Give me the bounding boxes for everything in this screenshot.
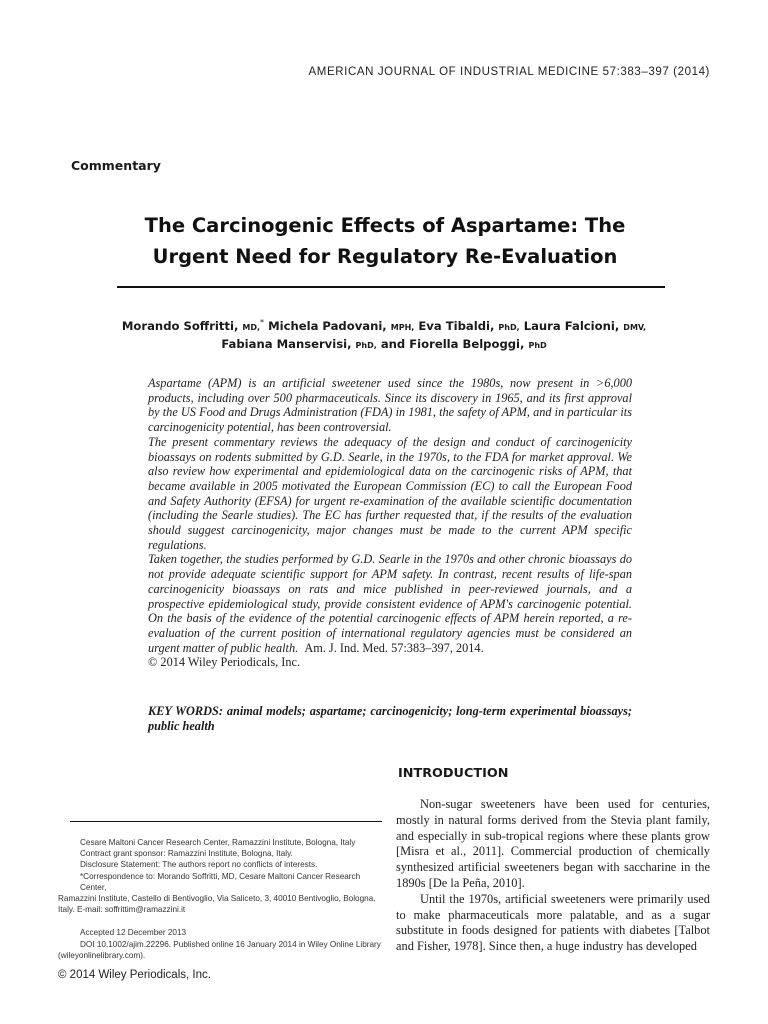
journal-header: AMERICAN JOURNAL OF INDUSTRIAL MEDICINE 57:383–397 (2014) bbox=[308, 66, 710, 78]
footnote-grant: Contract grant sponsor: Ramazzini Institute, Bologna, Italy. bbox=[80, 849, 293, 859]
author-name: Michela Padovani, bbox=[268, 318, 387, 333]
title-line-2: Urgent Need for Regulatory Re-Evaluation bbox=[152, 245, 618, 268]
footnote-doi: DOI 10.1002/ajim.22296. Published online 16 January 2014 in Wiley Online Library bbox=[80, 939, 381, 949]
introduction-heading: INTRODUCTION bbox=[398, 766, 509, 781]
footnote-correspondence: *Correspondence to: Morando Soffritti, MD, Cesare Maltoni Cancer Research Center, bbox=[80, 871, 361, 892]
article-title bbox=[60, 210, 710, 272]
introduction-paragraph: Until the 1970s, artificial sweeteners were primarily used to make pharmaceuticals more palatable, and as a sugar substitute in foods designed for patients with diabetes [Talbot and Fisher, 1978]. Since then, a huge industry has developed bbox=[396, 891, 710, 954]
abstract-citation: Am. J. Ind. Med. 57:383–397, 2014. bbox=[304, 640, 484, 655]
author-line-2 bbox=[70, 336, 698, 354]
abstract-paragraph-text: Taken together, the studies performed by G.D. Searle in the 1970s and other chronic bioassays do not provide adequate scientific support for APM safety. In contrast, recent results of life-span carcinogenicity bioassays on rats and mice published in peer-reviewed journals, and a prospective epidemiological study, provide consistent evidence of APM's carcinogenic potential. On the basis of the evidence of the potential carcinogenic effects of APM herein reported, a re-evaluation of the current position of international regulatory agencies must be considered an urgent matter of public health. bbox=[148, 552, 632, 655]
author-degree: PhD bbox=[528, 340, 547, 350]
footnote-doi-cont: (wileyonlinelibrary.com). bbox=[58, 950, 146, 960]
author-degree: MD, bbox=[242, 322, 261, 332]
abstract bbox=[148, 376, 632, 670]
author-degree: DMV, bbox=[623, 322, 647, 332]
section-label: Commentary bbox=[71, 158, 161, 173]
footnote-disclosure: Disclosure Statement: The authors report no conflicts of interests. bbox=[80, 860, 318, 870]
footnote-rule bbox=[70, 821, 382, 822]
title-rule bbox=[117, 286, 665, 288]
abstract-copyright: © 2014 Wiley Periodicals, Inc. bbox=[148, 655, 301, 670]
footnote-accepted: Accepted 12 December 2013 bbox=[80, 928, 187, 938]
abstract-paragraph: Aspartame (APM) is an artificial sweetener used since the 1980s, now present in >6,000 products, including over 500 pharmaceuticals. Since its discovery in 1965, and its first approval by the US Food and Drugs Administration (FDA) in 1981, the safety of APM, and in particular its carcinogenicity potential, has been controversial. bbox=[148, 376, 632, 435]
author-name: Eva Tibaldi, bbox=[418, 318, 495, 333]
title-line-1: The Carcinogenic Effects of Aspartame: The bbox=[144, 214, 626, 237]
abstract-paragraph-final bbox=[148, 552, 632, 655]
author-list bbox=[70, 314, 698, 354]
author-degree: PhD, bbox=[355, 340, 377, 350]
page-copyright: © 2014 Wiley Periodicals, Inc. bbox=[58, 969, 211, 981]
footnote-spacer bbox=[58, 915, 388, 927]
author-name: and Fiorella Belpoggi, bbox=[380, 336, 525, 351]
author-name: Morando Soffritti, bbox=[121, 318, 239, 333]
footnote-correspondence-cont: Italy. E-mail: soffrittim@ramazzini.it bbox=[58, 905, 186, 915]
footnotes bbox=[58, 837, 388, 961]
correspondence-mark: * bbox=[260, 318, 265, 327]
author-name: Fabiana Manservisi, bbox=[221, 336, 352, 351]
introduction-body bbox=[396, 797, 710, 955]
footnote-correspondence-cont: Ramazzini Institute, Castello di Bentivoglio, Via Saliceto, 3, 40010 Bentivoglio, Bologna, bbox=[58, 894, 376, 904]
keywords: KEY WORDS: animal models; aspartame; carcinogenicity; long-term experimental bioassays; public health bbox=[148, 704, 632, 733]
author-degree: MPH, bbox=[390, 322, 415, 332]
author-line-1 bbox=[70, 314, 698, 336]
abstract-paragraph: The present commentary reviews the adequacy of the design and conduct of carcinogenicity bioassays on rodents submitted by G.D. Searle, in the 1970s, to the FDA for market approval. We also review how experimental and epidemiological data on the carcinogenic risks of APM, that became available in 2005 motivated the European Commission (EC) to call the European Food and Safety Authority (EFSA) for urgent re-examination of the available scientific documentation (including the Searle studies). The EC has further requested that, if the results of the evaluation should suggest carcinogenicity, major changes must be made to the current APM specific regulations. bbox=[148, 434, 632, 552]
author-name: Laura Falcioni, bbox=[523, 318, 620, 333]
introduction-paragraph: Non-sugar sweeteners have been used for centuries, mostly in natural forms derived from the Stevia plant family, and especially in sub-tropical regions where these plants grow [Misra et al., 2011]. Commercial production of chemically synthesized artificial sweeteners began with saccharine in the 1890s [De la Peña, 2010]. bbox=[396, 797, 710, 890]
footnote-affiliation: Cesare Maltoni Cancer Research Center, Ramazzini Institute, Bologna, Italy bbox=[80, 838, 356, 847]
author-degree: PhD, bbox=[498, 322, 520, 332]
